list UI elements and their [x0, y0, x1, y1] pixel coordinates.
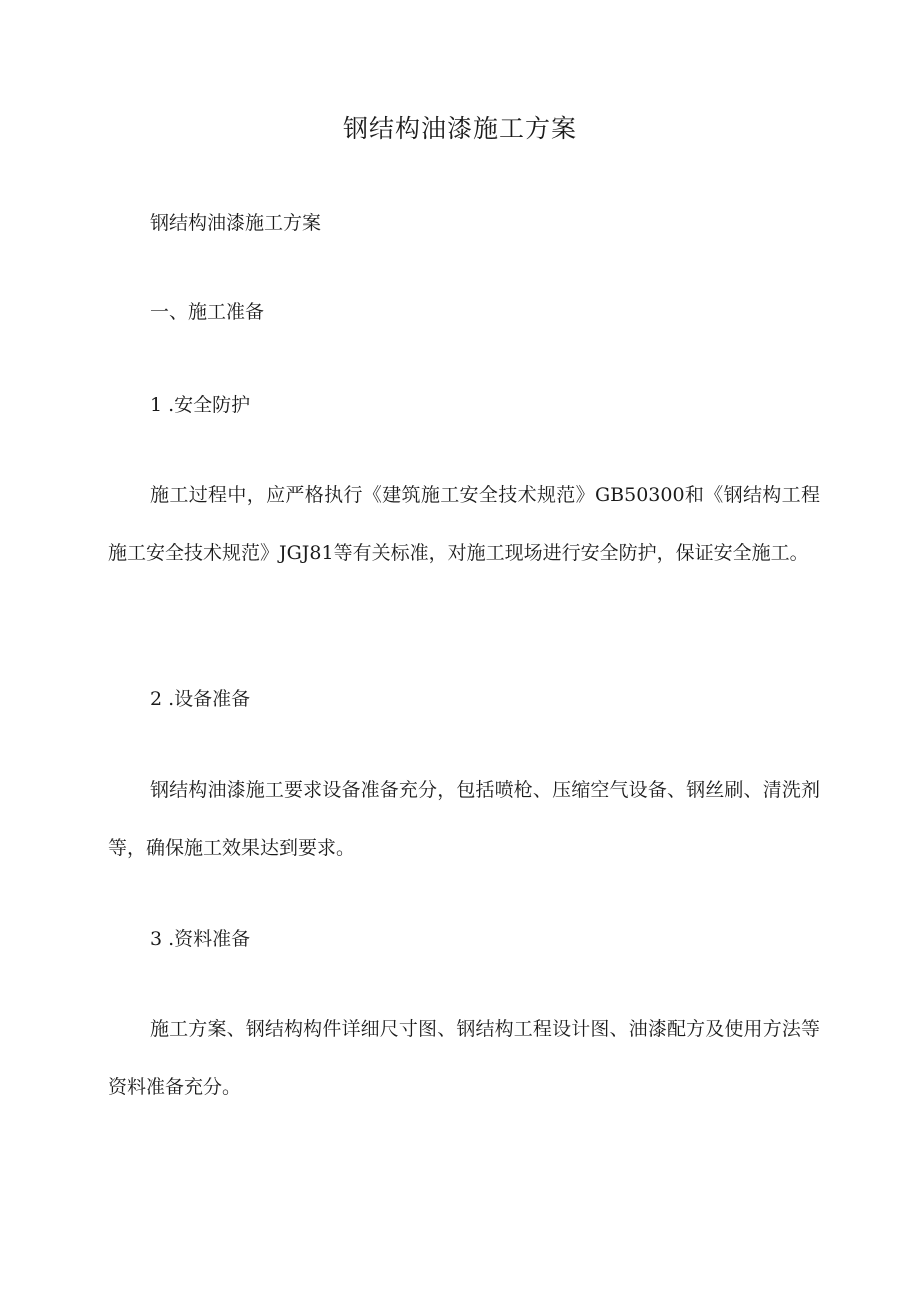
- item-heading-safety: 1 .安全防护: [150, 394, 251, 416]
- document-subtitle: 钢结构油漆施工方案: [150, 212, 322, 234]
- section-heading-preparation: 一、施工准备: [150, 301, 265, 323]
- document-title: 钢结构油漆施工方案: [342, 114, 577, 143]
- item-body-materials: 施工方案、钢结构构件详细尺寸图、钢结构工程设计图、油漆配方及使用方法等资料准备充分。: [108, 1018, 820, 1098]
- item-body-safety: 施工过程中，应严格执行《建筑施工安全技术规范》GB50300和《钢结构工程施工安全技术规范》JGJ81等有关标准，对施工现场进行安全防护，保证安全施工。: [108, 484, 820, 564]
- item-heading-equipment: 2 .设备准备: [150, 688, 251, 710]
- item-heading-materials: 3 .资料准备: [150, 928, 251, 950]
- item-body-equipment: 钢结构油漆施工要求设备准备充分，包括喷枪、压缩空气设备、钢丝刷、清洗剂等，确保施工效果达到要求。: [108, 779, 820, 859]
